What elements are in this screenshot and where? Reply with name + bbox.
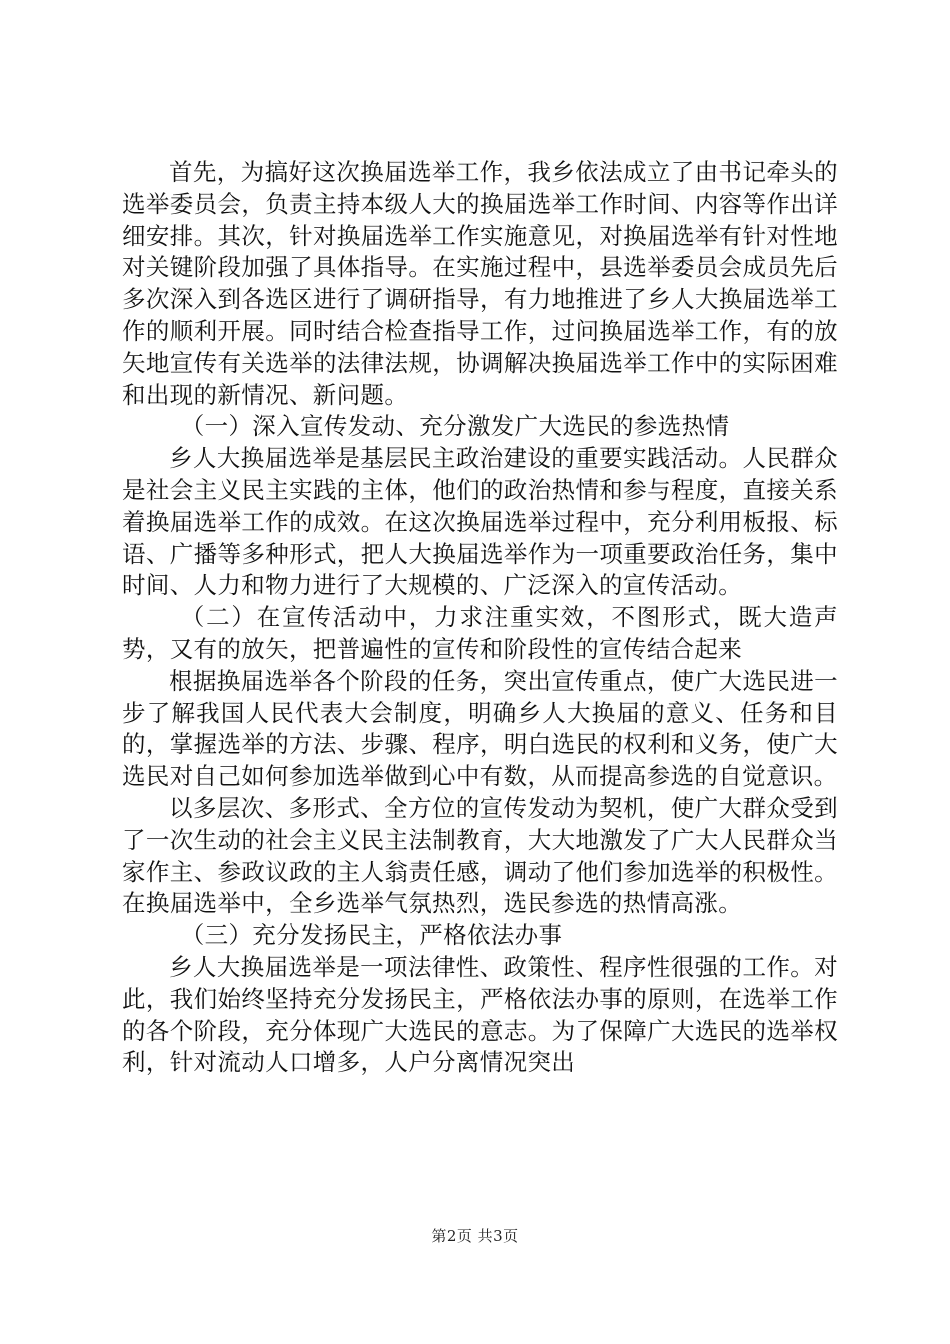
section-heading: （三）充分发扬民主，严格依法办事 <box>180 921 563 950</box>
body-paragraph: 乡人大换届选举是一项法律性、政策性、程序性很强的工作。对此，我们始终坚持充分发扬民主，严格依法办事的原则，在选举工作的各个阶段，充分体现广大选民的意志。为了保障广大选民的选举权利，针对流动人口增多，人户分离情况突出 <box>122 952 838 1077</box>
section-heading: （一）深入宣传发动、充分激发广大选民的参选热情 <box>180 412 730 441</box>
section-heading: （二）在宣传活动中，力求注重实效，不图形式，既大造声势，又有的放矢，把普遍性的宣传和阶段性的宣传结合起来 <box>122 603 838 663</box>
body-paragraph: 以多层次、多形式、全方位的宣传发动为契机，使广大群众受到了一次生动的社会主义民主法制教育，大大地激发了广大人民群众当家作主、参政议政的主人翁责任感，调动了他们参加选举的积极性。在换届选举中，全乡选举气氛热烈，选民参选的热情高涨。 <box>122 793 838 918</box>
body-paragraph: 乡人大换届选举是基层民主政治建设的重要实践活动。人民群众是社会主义民主实践的主体，他们的政治热情和参与程度，直接关系着换届选举工作的成效。在这次换届选举过程中，充分利用板报、标语、广播等多种形式，把人大换届选举作为一项重要政治任务，集中时间、人力和物力进行了大规模的、广泛深入的宣传活动。 <box>122 444 838 600</box>
document-body <box>122 157 838 1079</box>
body-paragraph: 首先，为搞好这次换届选举工作，我乡依法成立了由书记牵头的选举委员会，负责主持本级人大的换届选举工作时间、内容等作出详细安排。其次，针对换届选举工作实施意见，对换届选举有针对性地对关键阶段加强了具体指导。在实施过程中，县选举委员会成员先后多次深入到各选区进行了调研指导，有力地推进了乡人大换届选举工作的顺利开展。同时结合检查指导工作，过问换届选举工作，有的放矢地宣传有关选举的法律法规，协调解决换届选举工作中的实际困难和出现的新情况、新问题。 <box>122 158 838 409</box>
page-number-footer: 第2页 共3页 <box>431 1227 519 1245</box>
body-paragraph: 根据换届选举各个阶段的任务，突出宣传重点，使广大选民进一步了解我国人民代表大会制度，明确乡人大换届的意义、任务和目的，掌握选举的方法、步骤、程序，明白选民的权利和义务，使广大选民对自己如何参加选举做到心中有数，从而提高参选的自觉意识。 <box>122 666 838 791</box>
